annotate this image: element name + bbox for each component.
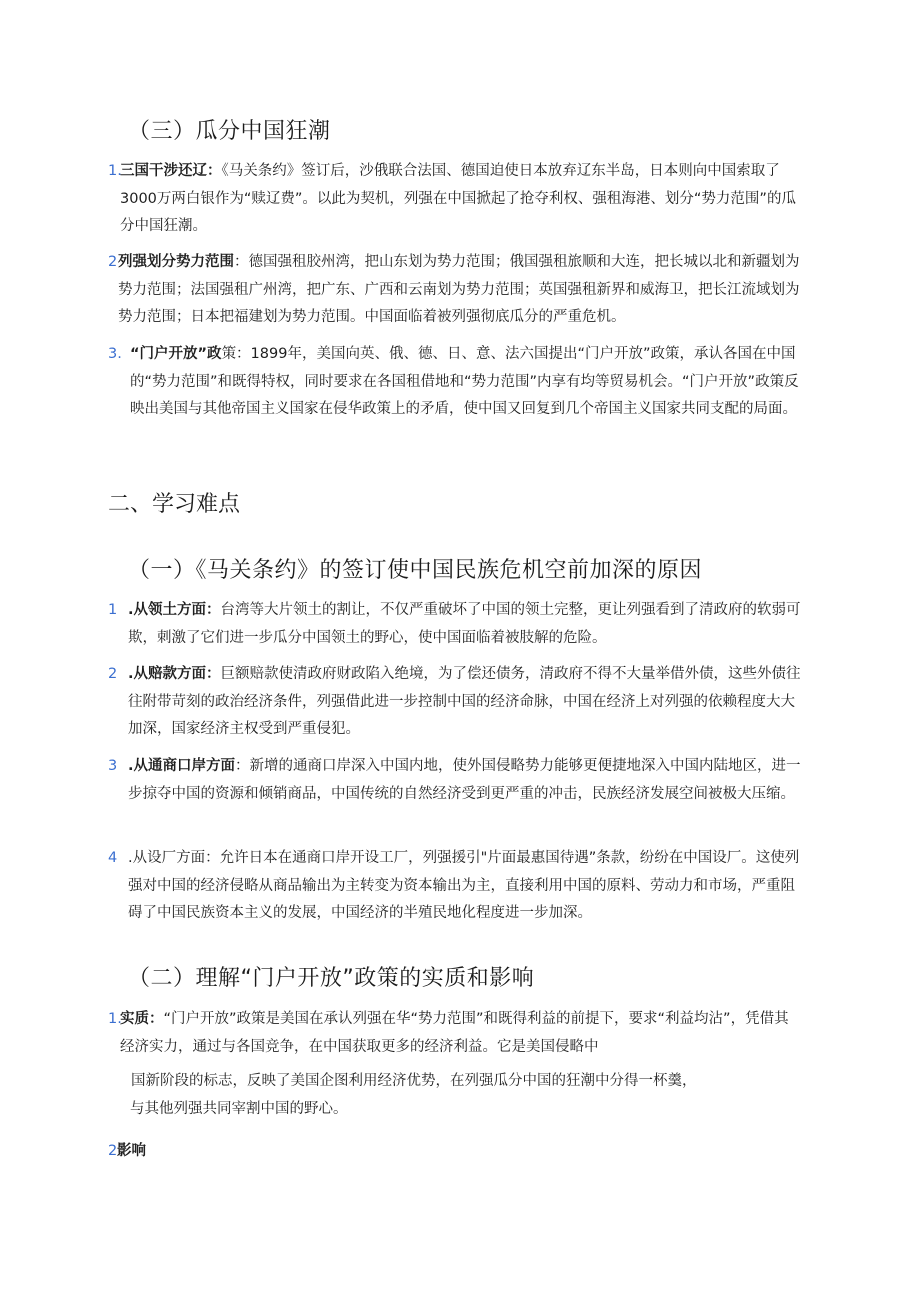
list-item	[118, 249, 808, 332]
section-heading-partition: （三）瓜分中国狂潮	[128, 119, 331, 144]
list-item	[120, 158, 808, 241]
section-heading-difficulties: 二、学习难点	[108, 492, 241, 517]
list-number: 3.	[108, 346, 122, 362]
list-number: 4	[108, 850, 118, 866]
item-lead: 实质：	[120, 1011, 164, 1027]
list-item-continuation: 与其他列强共同宰割中国的野心。	[130, 1101, 348, 1117]
list-number: 2	[108, 1143, 118, 1159]
item-lead: 三国干涉还辽：	[120, 163, 222, 179]
section-heading-open-door: （二）理解“门户开放”政策的实质和影响	[128, 966, 535, 991]
list-number: 3	[108, 758, 118, 774]
item-lead: .从通商口岸方面	[128, 758, 236, 774]
list-number: 1.	[108, 163, 122, 179]
item-lead: 列强划分势力范围	[118, 254, 234, 270]
list-number: 1.	[108, 1011, 122, 1027]
list-number: 1	[108, 602, 118, 618]
item-text: ：新增的通商口岸深入中国内地，使外国侵略势力能够更便捷地深入中国内陆地区，进一步掠夺中国的资源和倾销商品，中国传统的自然经济受到更严重的冲击，民族经济发展空间被极大压缩。	[128, 758, 801, 802]
item-lead: 影响	[117, 1143, 146, 1159]
list-item	[130, 341, 810, 424]
list-item	[128, 845, 808, 928]
item-lead: .从赔款方面：	[128, 666, 221, 682]
item-text: .从设厂方面：允许日本在通商口岸开设工厂，列强援引"片面最惠国待遇”条款，纷纷在中国设厂。这使列强对中国的经济侵略从商品输出为主转变为资本输出为主，直接利用中国的原料、劳动力和市场，严重阻碍了中国民族资本主义的发展，中国经济的半殖民地化程度进一步加深。	[128, 850, 800, 921]
item-text: 巨额赔款使清政府财政陷入绝境，为了偿还债务，清政府不得不大量举借外债，这些外债往往附带苛刻的政治经济条件，列强借此进一步控制中国的经济命脉，中国在经济上对列强的依赖程度大大加深，国家经济主权受到严重侵犯。	[128, 666, 801, 737]
list-number: 2	[108, 254, 118, 270]
item-text: 《马关条约》签订后，沙俄联合法国、德国迫使日本放弃辽东半岛，日本则向中国索取了3000万两白银作为“赎辽费”。以此为契机，列强在中国掀起了抢夺利权、强租海港、划分“势力范围”的瓜分中国狂潮。	[120, 163, 796, 234]
list-item	[128, 661, 808, 744]
list-number: 2	[108, 666, 118, 682]
list-item-continuation: 国新阶段的标志，反映了美国企图利用经济优势，在列强瓜分中国的狂潮中分得一杯羹，	[131, 1073, 697, 1089]
item-lead: “门户开放”政	[130, 346, 222, 362]
list-item	[120, 1006, 800, 1061]
item-text: 策：1899年，美国向英、俄、德、日、意、法六国提出“门户开放”政策，承认各国在中国的“势力范围”和既得特权，同时要求在各国租借地和“势力范围”内享有均等贸易机会。“门户开放”政策反映出美国与其他帝国主义国家在侵华政策上的矛盾，使中国又回复到几个帝国主义国家共同支配的局面。	[130, 346, 799, 417]
list-item	[128, 753, 808, 808]
item-lead: .从领土方面：	[128, 602, 221, 618]
item-text: 台湾等大片领土的割让，不仅严重破坏了中国的领土完整，更让列强看到了清政府的软弱可欺，刺激了它们进一步瓜分中国领土的野心，使中国面临着被肢解的危险。	[128, 602, 801, 646]
section-heading-reasons: （一）《马关条约》的签订使中国民族危机空前加深的原因	[128, 558, 703, 583]
list-item	[117, 1138, 797, 1166]
list-item	[128, 597, 808, 652]
item-text: ：德国强租胶州湾，把山东划为势力范围；俄国强租旅顺和大连，把长城以北和新疆划为势力范围；法国强租广州湾，把广东、广西和云南划为势力范围；英国强租新界和威海卫，把长江流域划为势力范围；日本把福建划为势力范围。中国面临着被列强彻底瓜分的严重危机。	[118, 254, 800, 325]
item-text: “门户开放”政策是美国在承认列强在华“势力范围”和既得利益的前提下，要求“利益均沾”，凭借其经济实力，通过与各国竞争，在中国获取更多的经济利益。它是美国侵略中	[120, 1011, 789, 1055]
